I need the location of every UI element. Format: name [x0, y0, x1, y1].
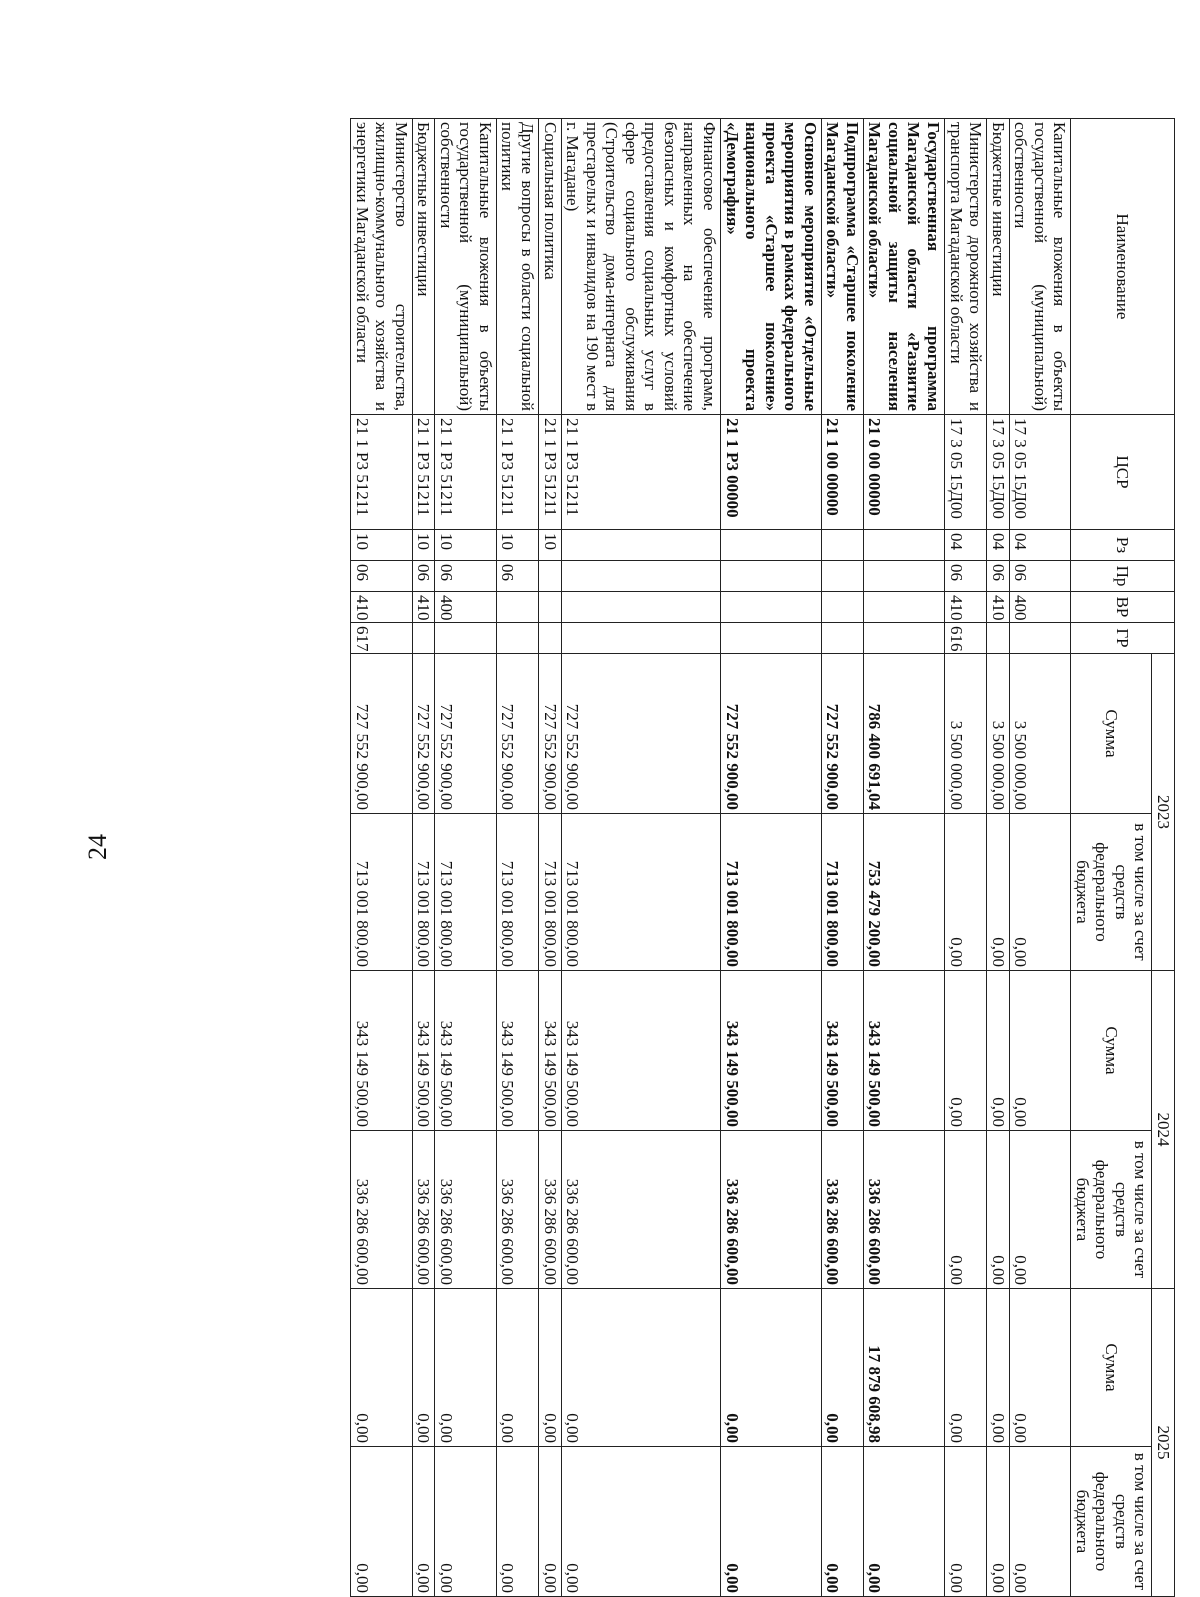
cell-gr [561, 623, 720, 654]
header-vr: ВР [1071, 592, 1175, 623]
cell-vr: 410 [987, 592, 1010, 623]
cell-sum-2023: 727 552 900,00 [720, 654, 821, 814]
cell-name: Капитальные вложения в объекты государственной (муниципальной) собственности [1009, 119, 1071, 415]
cell-rz [720, 530, 821, 561]
cell-vr: 410 [351, 592, 413, 623]
cell-rz [821, 530, 863, 561]
cell-federal-2023: 0,00 [944, 814, 986, 971]
header-federal-2024: в том числе за счет средств федерального бюджета [1071, 1131, 1152, 1289]
cell-name: Финансовое обеспечение программ, направленных на обеспечение безопасных и комфортных условий предоставления социальных услуг в сфере социального обслуживания (Строительство дома-интерната для престарелых и инвалидов на 190 мест в г. Магадане) [561, 119, 720, 415]
budget-table [350, 118, 1175, 1597]
cell-federal-2023: 713 001 800,00 [412, 814, 435, 971]
header-sum-2025: Сумма [1071, 1289, 1152, 1447]
cell-federal-2025: 0,00 [863, 1447, 944, 1597]
rotated-table-container [170, 118, 1175, 1596]
cell-name: Другие вопросы в области социальной политики [496, 119, 538, 415]
cell-federal-2025: 0,00 [561, 1447, 720, 1597]
cell-vr: 410 [944, 592, 986, 623]
cell-name: Министерство дорожного хозяйства и транспорта Магаданской области [944, 119, 986, 415]
cell-sum-2023: 727 552 900,00 [496, 654, 538, 814]
header-row-years [1152, 119, 1175, 1597]
cell-name: Подпрограмма «Старшее поколение Магаданской области» [821, 119, 863, 415]
cell-gr: 616 [944, 623, 986, 654]
cell-vr [720, 592, 821, 623]
table-row [944, 119, 986, 1597]
cell-federal-2024: 336 286 600,00 [496, 1131, 538, 1289]
cell-sum-2024: 343 149 500,00 [539, 971, 562, 1131]
cell-sum-2025: 0,00 [351, 1289, 413, 1447]
cell-name: Государственная программа Магаданской области «Развитие социальной защиты населения Магаданской области» [863, 119, 944, 415]
cell-pr: 06 [412, 561, 435, 592]
table-row [1009, 119, 1071, 1597]
cell-csr: 21 1 P3 51211 [539, 415, 562, 530]
cell-pr [561, 561, 720, 592]
cell-pr: 06 [351, 561, 413, 592]
cell-sum-2025: 0,00 [435, 1289, 497, 1447]
cell-federal-2024: 336 286 600,00 [821, 1131, 863, 1289]
cell-pr [720, 561, 821, 592]
cell-vr [539, 592, 562, 623]
cell-federal-2025: 0,00 [720, 1447, 821, 1597]
header-federal-2023: в том числе за счет средств федерального бюджета [1071, 814, 1152, 971]
cell-federal-2023: 713 001 800,00 [561, 814, 720, 971]
cell-federal-2023: 713 001 800,00 [539, 814, 562, 971]
cell-name: Министерство строительства, жилищно-коммунального хозяйства и энергетики Магаданской области [351, 119, 413, 415]
header-pr: Пр [1071, 561, 1175, 592]
cell-federal-2024: 0,00 [1009, 1131, 1071, 1289]
cell-csr: 21 1 P3 51211 [412, 415, 435, 530]
cell-federal-2023: 0,00 [987, 814, 1010, 971]
cell-sum-2024: 0,00 [944, 971, 986, 1131]
cell-gr [987, 623, 1010, 654]
cell-csr: 21 1 P3 51211 [435, 415, 497, 530]
cell-vr: 410 [412, 592, 435, 623]
cell-federal-2024: 336 286 600,00 [863, 1131, 944, 1289]
cell-sum-2024: 343 149 500,00 [561, 971, 720, 1131]
table-row [821, 119, 863, 1597]
cell-pr: 06 [944, 561, 986, 592]
header-rz: Рз [1071, 530, 1175, 561]
cell-rz [561, 530, 720, 561]
cell-federal-2023: 713 001 800,00 [435, 814, 497, 971]
cell-pr [821, 561, 863, 592]
cell-sum-2023: 727 552 900,00 [821, 654, 863, 814]
cell-gr [539, 623, 562, 654]
cell-federal-2024: 336 286 600,00 [351, 1131, 413, 1289]
cell-vr [821, 592, 863, 623]
header-sum-2023: Сумма [1071, 654, 1152, 814]
cell-name: Бюджетные инвестиции [987, 119, 1010, 415]
cell-sum-2023: 727 552 900,00 [435, 654, 497, 814]
cell-csr: 21 1 P3 00000 [720, 415, 821, 530]
cell-gr: 617 [351, 623, 413, 654]
cell-sum-2025: 0,00 [821, 1289, 863, 1447]
cell-pr [539, 561, 562, 592]
table-row [987, 119, 1010, 1597]
cell-pr: 06 [496, 561, 538, 592]
table-row [351, 119, 413, 1597]
cell-sum-2025: 0,00 [496, 1289, 538, 1447]
header-gr: ГР [1071, 623, 1175, 654]
header-year-2023: 2023 [1152, 654, 1175, 971]
table-row [720, 119, 821, 1597]
cell-sum-2025: 0,00 [1009, 1289, 1071, 1447]
cell-federal-2025: 0,00 [987, 1447, 1010, 1597]
cell-sum-2024: 0,00 [987, 971, 1010, 1131]
cell-csr: 17 3 05 15Д00 [987, 415, 1010, 530]
header-year-2024: 2024 [1152, 971, 1175, 1289]
cell-rz: 04 [987, 530, 1010, 561]
cell-federal-2023: 753 479 200,00 [863, 814, 944, 971]
cell-pr: 06 [987, 561, 1010, 592]
cell-rz: 04 [1009, 530, 1071, 561]
cell-federal-2025: 0,00 [496, 1447, 538, 1597]
cell-sum-2023: 3 500 000,00 [987, 654, 1010, 814]
cell-federal-2024: 336 286 600,00 [561, 1131, 720, 1289]
table-row [561, 119, 720, 1597]
cell-federal-2025: 0,00 [351, 1447, 413, 1597]
cell-pr [863, 561, 944, 592]
cell-rz: 04 [944, 530, 986, 561]
cell-gr [496, 623, 538, 654]
cell-sum-2025: 0,00 [720, 1289, 821, 1447]
cell-vr: 400 [435, 592, 497, 623]
table-row [496, 119, 538, 1597]
cell-sum-2024: 343 149 500,00 [496, 971, 538, 1131]
cell-csr: 21 1 P3 51211 [496, 415, 538, 530]
header-federal-2025: в том числе за счет средств федерального бюджета [1071, 1447, 1152, 1597]
cell-pr: 06 [435, 561, 497, 592]
cell-rz: 10 [351, 530, 413, 561]
cell-csr: 17 3 05 15Д00 [944, 415, 986, 530]
cell-vr [863, 592, 944, 623]
cell-sum-2023: 3 500 000,00 [944, 654, 986, 814]
cell-sum-2023: 727 552 900,00 [539, 654, 562, 814]
cell-csr: 21 1 P3 51211 [561, 415, 720, 530]
header-year-2025: 2025 [1152, 1289, 1175, 1597]
cell-rz: 10 [412, 530, 435, 561]
cell-sum-2023: 727 552 900,00 [561, 654, 720, 814]
cell-federal-2023: 713 001 800,00 [720, 814, 821, 971]
cell-federal-2023: 713 001 800,00 [496, 814, 538, 971]
cell-gr [1009, 623, 1071, 654]
cell-federal-2025: 0,00 [539, 1447, 562, 1597]
cell-federal-2023: 713 001 800,00 [351, 814, 413, 971]
cell-sum-2025: 0,00 [561, 1289, 720, 1447]
cell-sum-2024: 343 149 500,00 [412, 971, 435, 1131]
cell-federal-2024: 0,00 [987, 1131, 1010, 1289]
page-number: 24 [83, 834, 112, 860]
cell-sum-2024: 343 149 500,00 [720, 971, 821, 1131]
cell-sum-2024: 0,00 [1009, 971, 1071, 1131]
cell-name: Социальная политика [539, 119, 562, 415]
cell-vr [496, 592, 538, 623]
cell-csr: 21 1 P3 51211 [351, 415, 413, 530]
cell-sum-2023: 727 552 900,00 [351, 654, 413, 814]
cell-federal-2025: 0,00 [412, 1447, 435, 1597]
header-csr: ЦСР [1071, 415, 1175, 530]
cell-name: Основное мероприятие «Отдельные мероприятия в рамках федерального проекта «Старшее поколение» национального проекта «Демография» [720, 119, 821, 415]
cell-federal-2025: 0,00 [944, 1447, 986, 1597]
cell-gr [821, 623, 863, 654]
cell-csr: 21 0 00 00000 [863, 415, 944, 530]
table-body [351, 119, 1071, 1597]
table-row [435, 119, 497, 1597]
cell-rz: 10 [435, 530, 497, 561]
cell-sum-2023: 786 400 691,04 [863, 654, 944, 814]
cell-sum-2024: 343 149 500,00 [435, 971, 497, 1131]
cell-federal-2024: 336 286 600,00 [412, 1131, 435, 1289]
cell-gr [863, 623, 944, 654]
cell-csr: 17 3 05 15Д00 [1009, 415, 1071, 530]
cell-gr [412, 623, 435, 654]
cell-gr [720, 623, 821, 654]
table-row [863, 119, 944, 1597]
cell-sum-2024: 343 149 500,00 [863, 971, 944, 1131]
cell-rz: 10 [539, 530, 562, 561]
cell-federal-2024: 336 286 600,00 [435, 1131, 497, 1289]
cell-name: Бюджетные инвестиции [412, 119, 435, 415]
cell-sum-2023: 727 552 900,00 [412, 654, 435, 814]
cell-federal-2025: 0,00 [821, 1447, 863, 1597]
cell-sum-2025: 17 879 608,98 [863, 1289, 944, 1447]
cell-federal-2024: 336 286 600,00 [539, 1131, 562, 1289]
cell-federal-2025: 0,00 [1009, 1447, 1071, 1597]
cell-sum-2024: 343 149 500,00 [351, 971, 413, 1131]
cell-gr [435, 623, 497, 654]
cell-vr: 400 [1009, 592, 1071, 623]
cell-vr [561, 592, 720, 623]
cell-sum-2024: 343 149 500,00 [821, 971, 863, 1131]
cell-pr: 06 [1009, 561, 1071, 592]
cell-sum-2025: 0,00 [987, 1289, 1010, 1447]
cell-rz: 10 [496, 530, 538, 561]
header-name: Наименование [1071, 119, 1175, 415]
cell-sum-2025: 0,00 [539, 1289, 562, 1447]
cell-federal-2024: 336 286 600,00 [720, 1131, 821, 1289]
table-row [412, 119, 435, 1597]
cell-sum-2023: 3 500 000,00 [1009, 654, 1071, 814]
header-sum-2024: Сумма [1071, 971, 1152, 1131]
table-row [539, 119, 562, 1597]
cell-csr: 21 1 00 00000 [821, 415, 863, 530]
cell-name: Капитальные вложения в объекты государственной (муниципальной) собственности [435, 119, 497, 415]
cell-federal-2024: 0,00 [944, 1131, 986, 1289]
cell-rz [863, 530, 944, 561]
cell-sum-2025: 0,00 [412, 1289, 435, 1447]
cell-sum-2025: 0,00 [944, 1289, 986, 1447]
cell-federal-2023: 0,00 [1009, 814, 1071, 971]
cell-federal-2025: 0,00 [435, 1447, 497, 1597]
cell-federal-2023: 713 001 800,00 [821, 814, 863, 971]
